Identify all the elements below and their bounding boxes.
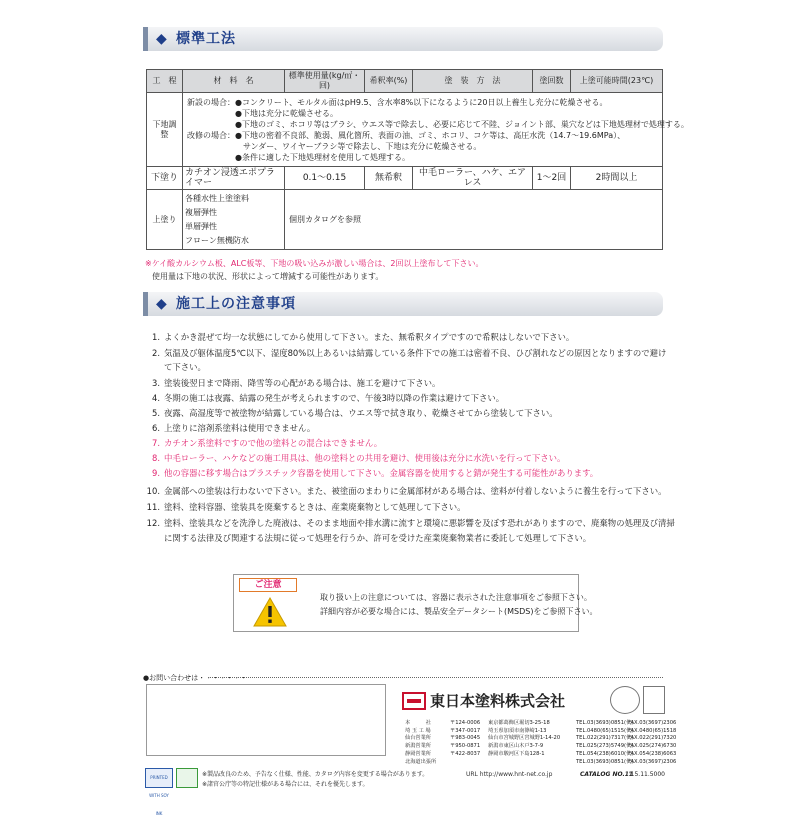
diamond-icon: ◆: [156, 296, 167, 312]
list-item: 4. 冬期の施工は夜露、結露の発生が考えられますので、午後3時以降の作業は避けて下さい。: [152, 393, 505, 403]
list-item: 8. 中毛ローラー、ハケなどの施工用具は、他の塗料との共用を避け、使用後は充分に水洗いを行って下さい。: [152, 453, 566, 463]
material-cell: カチオン浸透エポプライマー: [183, 167, 285, 190]
footer-note: ※製品改良のため、予告なく仕様、性能、カタログ内容を変更する場合があります。: [202, 771, 429, 778]
table-header-row: [147, 70, 663, 93]
section-header-precautions: [143, 292, 663, 316]
header-cell: 塗回数: [533, 70, 571, 93]
method-cell: 中毛ローラー、ハケ、エアレス: [413, 167, 533, 190]
eco-mark-icon: [176, 768, 198, 788]
print-date: '15.11.5000: [629, 771, 666, 778]
caution-box: [233, 574, 598, 632]
header-cell: 材 料 名: [183, 70, 285, 93]
list-item: 1. よくかき混ぜて均一な状態にしてから使用して下さい。また、無希釈タイプですので希釈はしないで下さい。: [152, 332, 575, 342]
dilution-cell: 無希釈: [365, 167, 413, 190]
list-item: 仙台営業所 〒983-0045 仙台市宮城野区宮城野1-14-20 TEL.022(291)7317(代)FAX.022(291)7320: [405, 735, 677, 742]
list-item: 11. 塗料、塗料容器、塗装具を廃棄するときは、産業廃棄物として処理して下さい。: [146, 502, 466, 512]
top-note: 個別カタログを参照: [285, 190, 663, 250]
caution-line: 詳細内容が必要な場合には、製品安全データシート(MSDS)をご参照下さい。: [320, 607, 598, 616]
soy-ink-mark-icon: PRINTED WITH SOY INK: [145, 768, 173, 788]
table-row-base: [147, 93, 663, 167]
list-item: 12. 塗料、塗装具などを洗浄した廃液は、そのまま地面や排水溝に流すと環境に悪影響を及ぼす恐れがありますので、廃棄物の処理及び清掃: [146, 518, 675, 528]
list-item: 本 社 〒124-0006 東京都葛飾区堀切3-25-18 TEL.03(3693)0851(代)FAX.03(3697)2306: [405, 720, 677, 726]
interval-cell: 2時間以上: [571, 167, 663, 190]
material-item: 複層弾性: [185, 207, 217, 217]
list-item: 静岡営業所 〒422-8037 静岡市駿河区下島128-1 TEL.054(238)6010(代)FAX.054(238)6063: [405, 750, 677, 757]
diamond-icon: ◆: [156, 31, 167, 47]
certification-mark-icon: [643, 686, 665, 714]
new-label: 新設の場合：: [187, 97, 235, 107]
iso-certification-icon: [610, 686, 640, 714]
list-item: 3. 塗装後翌日まで降雨、降雪等の心配がある場合は、施工を避けて下さい。: [152, 378, 441, 388]
section-header-standard-method: [143, 27, 663, 51]
list-item-continuation: に関する法律及び関連する法規に従って処理を行うか、許可を受けた産業廃棄物業者に委託して処理して下さい。: [164, 533, 592, 543]
material-item: フローン無機防水: [185, 235, 249, 245]
material-item: 各種水性上塗塗料: [185, 193, 249, 203]
base-line: ●下地の密着不良部、脆弱、風化箇所、表面の油、ゴミ、ホコリ、コケ等は、高圧水洗（14.7～19.6MPa）、: [235, 130, 626, 140]
spec-table: [146, 69, 689, 250]
process-label: 上塗り: [147, 190, 183, 250]
header-cell: 工 程: [147, 70, 183, 93]
amount-cell: 0.1～0.15: [285, 167, 365, 190]
list-item-continuation: て下さい。: [164, 362, 206, 372]
table-row-primer: [147, 167, 663, 190]
inquiry-label: ●お問い合わせは・・・・・・・: [143, 674, 248, 682]
company-logo-icon: [402, 692, 426, 710]
list-item: 7. カチオン系塗料ですので他の塗料との混合はできません。: [152, 438, 383, 448]
base-line: ●コンクリート、モルタル面はpH9.5、含水率8%以下になるように20日以上養生し充分に乾燥させる。: [235, 97, 608, 107]
material-list: [183, 190, 285, 250]
base-line: ●下地は充分に乾燥させる。: [235, 108, 338, 118]
section-title: 施工上の注意事項: [176, 296, 296, 312]
coats-cell: 1～2回: [533, 167, 571, 190]
header-cell: 塗 装 方 法: [413, 70, 533, 93]
base-details: [183, 93, 689, 167]
process-label: 下塗り: [147, 167, 183, 190]
list-item: 新潟営業所 〒950-0871 新潟市東区山木戸3-7-9 TEL.025(273)5749(代)FAX.025(274)6730: [405, 743, 677, 750]
list-item: 埼 玉 工 場 〒347-0017 埼玉県加須市南篠崎1-13 TEL.0480(65)1515(代)FAX.0480(65)1518: [405, 727, 677, 734]
inquiry-box: [146, 684, 386, 756]
header-cell: 上塗可能時間(23℃): [571, 70, 663, 93]
company-url-link[interactable]: URL http://www.hnt-net.co.jp: [466, 771, 553, 778]
header-cell: 希釈率(%): [365, 70, 413, 93]
divider: [208, 677, 663, 678]
base-line: ●下地のゴミ、ホコリ等はブラシ、ウエス等で除去し、必要に応じて不陸、ジョイント部、巣穴などは下地処理材で処理する。: [235, 119, 689, 129]
catalog-number: CATALOG NO.11: [580, 771, 634, 778]
warning-icon: [253, 597, 287, 627]
list-item: 6. 上塗りに溶剤系塗料は使用できません。: [152, 423, 316, 433]
list-item: 北海道出張所 TEL.03(3693)0851(代)FAX.03(3697)2306: [405, 758, 677, 765]
section-title: 標準工法: [176, 31, 236, 47]
note-black: 使用量は下地の状況、形状によって増減する可能性があります。: [152, 272, 384, 281]
company-name: 東日本塗料株式会社: [430, 692, 566, 710]
repair-label: 改修の場合：: [187, 130, 235, 140]
base-line: サンダー、ワイヤーブラシ等で除去し、下地は充分に乾燥させる。: [243, 141, 482, 151]
list-item: 9. 他の容器に移す場合はプラスチック容器を使用して下さい。金属容器を使用すると錆が発生する可能性があります。: [152, 468, 599, 478]
footer-note: ※諸官公庁等の特記仕様がある場合には、それを優先します。: [202, 781, 369, 788]
list-item: 2. 気温及び躯体温度5℃以下、湿度80%以上あるいは結露している条件下での施工は密着不良、ひび割れなどの原因となりますので避け: [152, 348, 667, 358]
process-label: 下地調整: [147, 93, 183, 167]
table-row-top: [147, 190, 663, 250]
note-red: ※ケイ酸カルシウム板、ALC板等、下地の吸い込みが激しい場合は、2回以上塗布して下さい。: [145, 259, 484, 268]
caution-line: 取り扱い上の注意については、容器に表示された注意事項をご参照下さい。: [320, 593, 592, 602]
header-cell: 標準使用量(kg/㎡・回): [285, 70, 365, 93]
office-address-list: [405, 720, 676, 766]
caution-label: ご注意: [239, 578, 297, 592]
list-item: 5. 夜露、高湿度等で被塗物が結露している場合は、ウエス等で拭き取り、乾燥させてから塗装して下さい。: [152, 408, 558, 418]
material-item: 単層弾性: [185, 221, 217, 231]
base-line: ●条件に適した下地処理材を使用して処理する。: [235, 152, 410, 162]
list-item: 10. 金属部への塗装は行わないで下さい。また、被塗面のまわりに金属部材がある場合は、塗料が付着しないように養生を行って下さい。: [146, 486, 667, 496]
